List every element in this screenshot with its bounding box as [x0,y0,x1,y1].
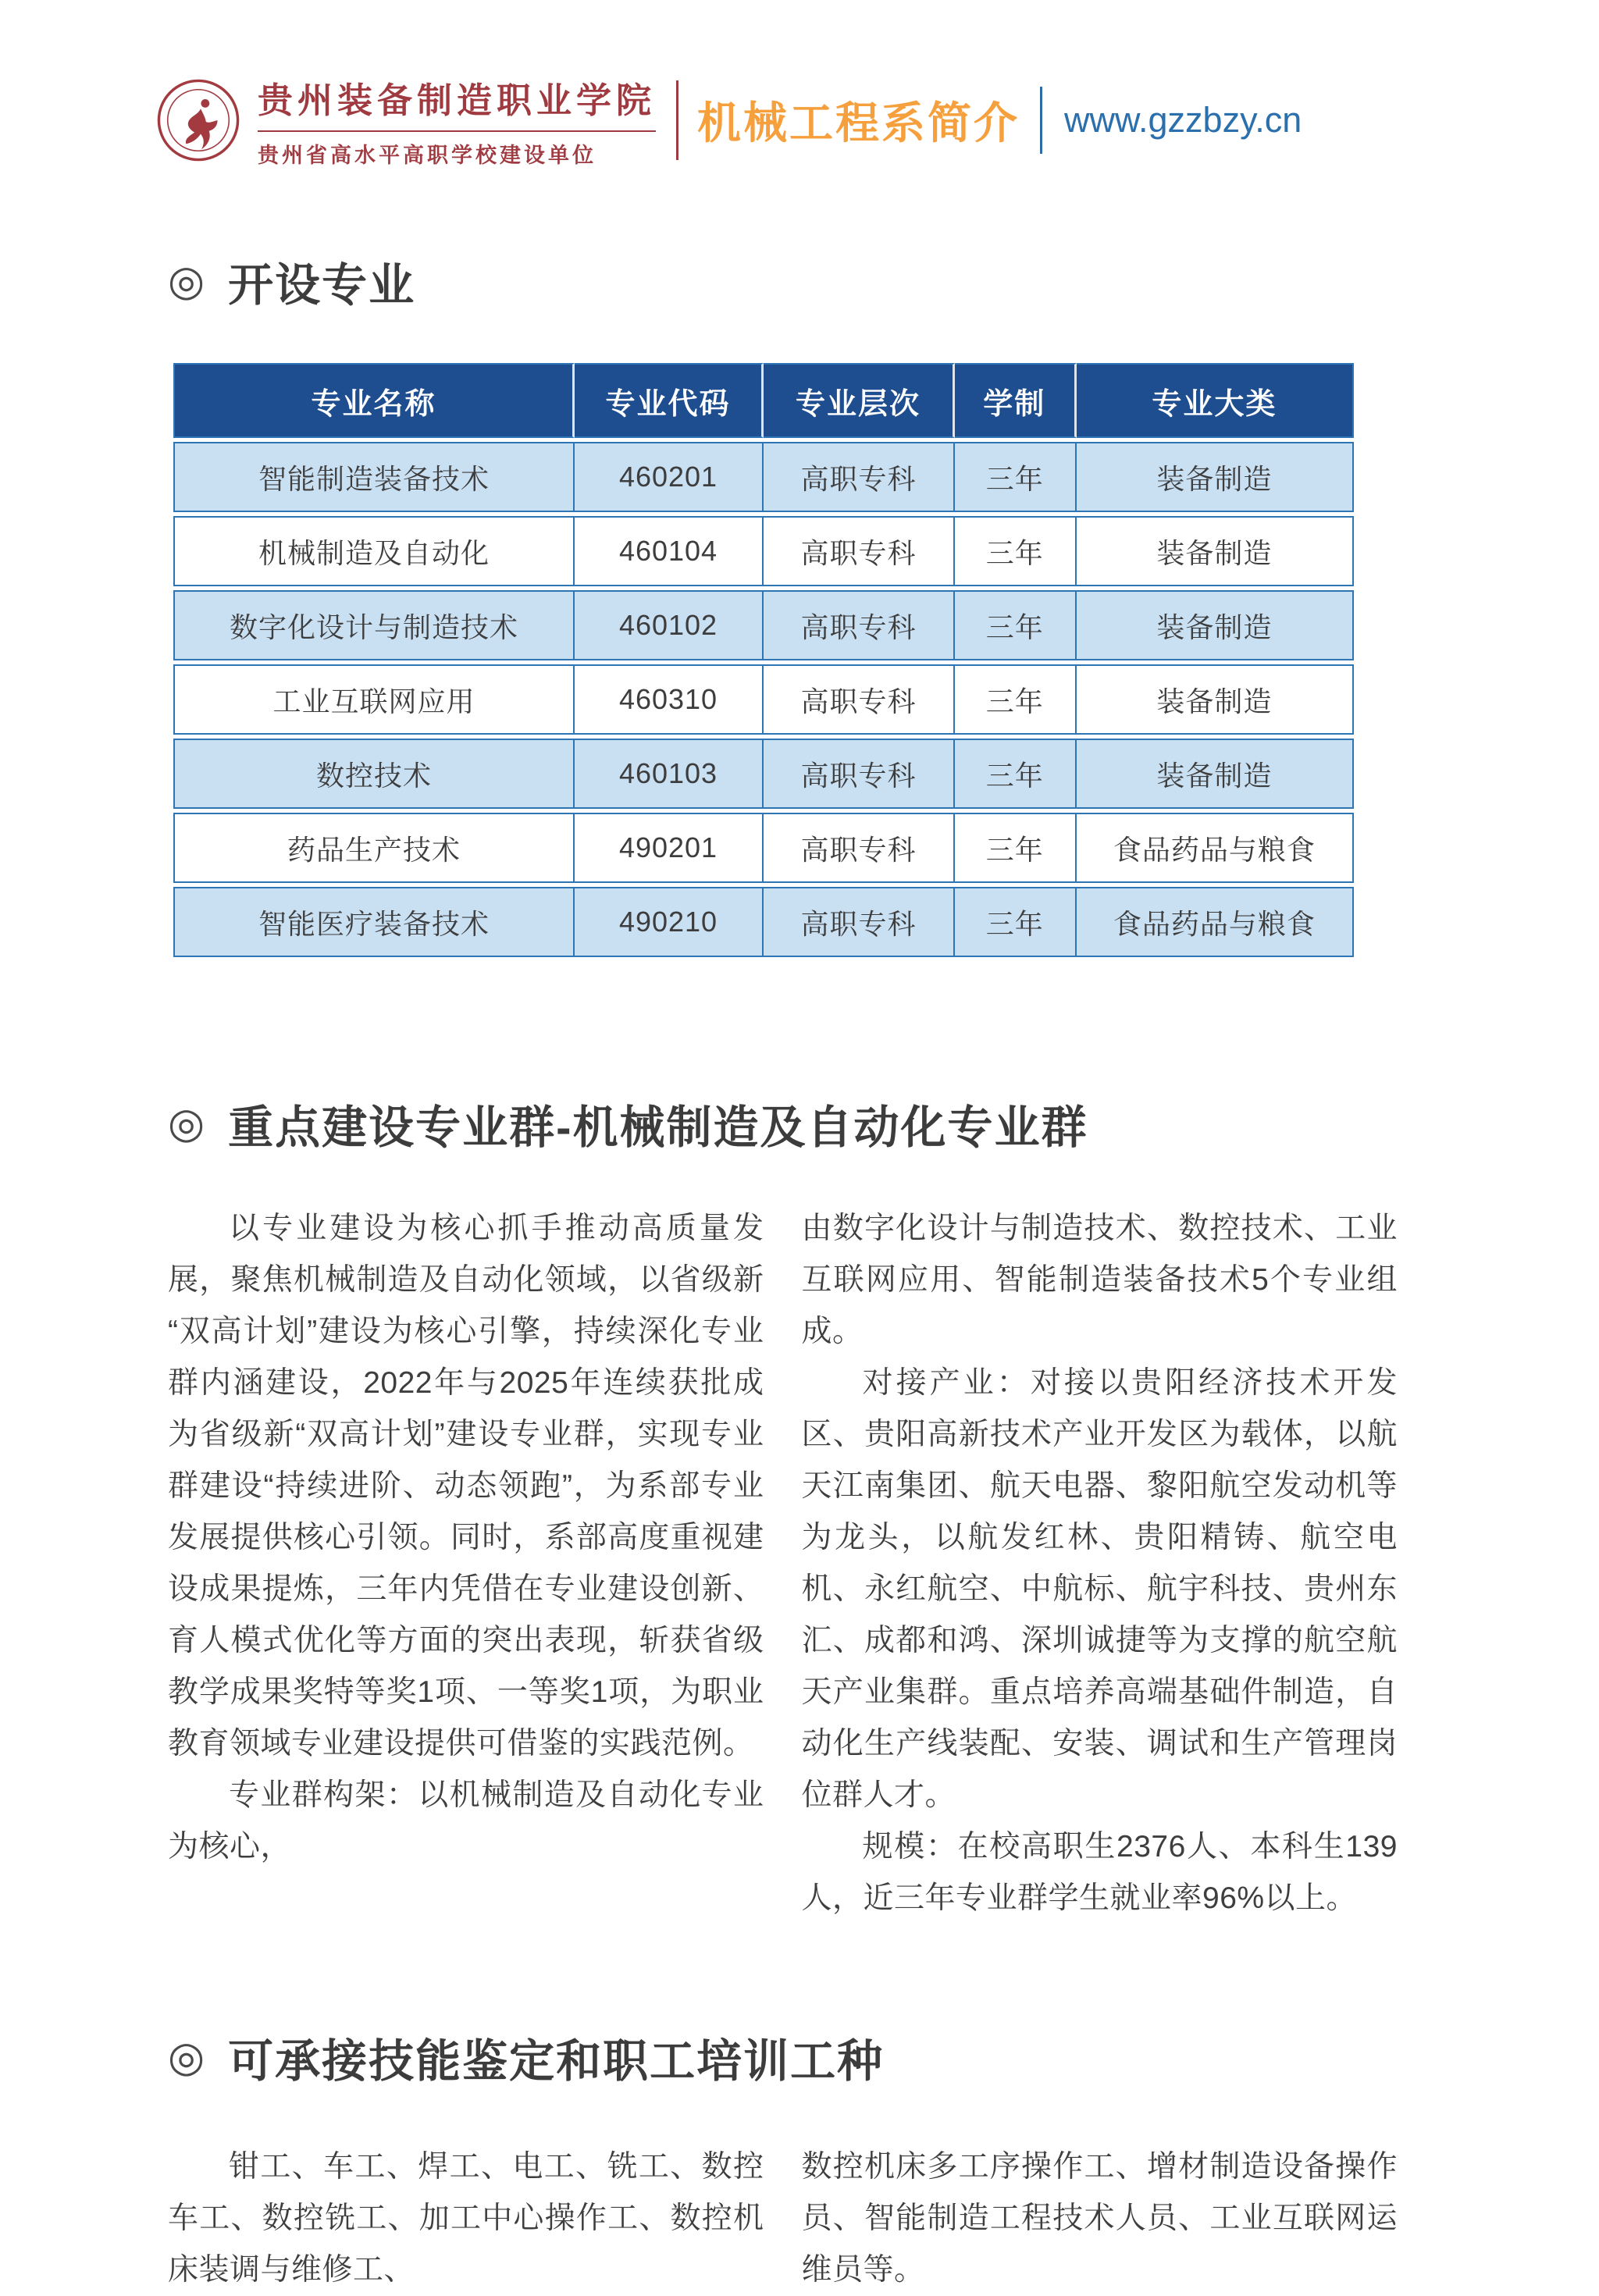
cell-major-level: 高职专科 [764,739,955,809]
cell-category: 装备制造 [1077,516,1354,586]
school-logo-seal-icon [156,78,240,162]
cell-category: 装备制造 [1077,590,1354,660]
col-header-major-level: 专业层次 [764,363,955,438]
paragraph: 由数字化设计与制造技术、数控技术、工业互联网应用、智能制造装备技术5个专业组成。 [801,1212,1398,1348]
cell-major-name: 智能医疗装备技术 [173,887,575,957]
text-column-right [802,1203,1398,1924]
cell-major-code: 460103 [575,739,764,809]
department-title: 机械工程系简介 [697,98,1020,148]
paragraph: 对接产业：对接以贵阳经济技术开发区、贵阳高新技术产业开发区为载体，以航天江南集团、航天电器、黎阳航空发动机等为龙头，以航发红林、贵阳精铸、航空电机、永红航空、中航标、航宇科技、贵州东汇、成都和鸿、深圳诚捷等为支撑的航空航天产业集群。重点培养高端基础件制造，自动化生产线装配、安装、调试和生产管理岗位群人才。 [801,1366,1398,1812]
cell-duration: 三年 [955,442,1077,512]
cell-major-code: 460310 [575,664,764,735]
cell-major-level: 高职专科 [764,813,955,883]
col-header-major-code: 专业代码 [575,363,764,438]
cell-major-code: 460104 [575,516,764,586]
cell-major-name: 药品生产技术 [173,813,575,883]
cell-major-code: 490210 [575,887,764,957]
table-row [173,887,1354,957]
school-subtitle: 贵州省高水平高职学校建设单位 [258,144,597,167]
table-row [173,813,1354,883]
cell-major-level: 高职专科 [764,590,955,660]
key-group-text-columns [168,1203,1398,1924]
paragraph: 数控机床多工序操作工、增材制造设备操作员、智能制造工程技术人员、工业互联网运维员等。 [801,2150,1398,2287]
paragraph: 规模：在校高职生2376人、本科生139人，近三年专业群学生就业率96%以上。 [801,1830,1398,1915]
majors-table [173,359,1354,961]
cell-major-level: 高职专科 [764,516,955,586]
cell-major-name: 工业互联网应用 [173,664,575,735]
col-header-category: 专业大类 [1077,363,1354,438]
table-row [173,664,1354,735]
section-title-majors [168,248,1599,314]
cell-category: 装备制造 [1077,739,1354,809]
paragraph: 钳工、车工、焊工、电工、铣工、数控车工、数控铣工、加工中心操作工、数控机床装调与维修工、 [168,2150,764,2287]
section-title-key-group [168,1091,1599,1156]
cell-category: 装备制造 [1077,442,1354,512]
table-row [173,442,1354,512]
cell-major-code: 460102 [575,590,764,660]
paragraph: 以专业建设为核心抓手推动高质量发展，聚焦机械制造及自动化领域，以省级新“双高计划”建设为核心引擎，持续深化专业群内涵建设，2022年与2025年连续获批成为省级新“双高计划”建设专业群，实现专业群建设“持续进阶、动态领跑”，为系部专业发展提供核心引领。同时，系部高度重视建设成果提炼，三年内凭借在专业建设创新、育人模式优化等方面的突出表现，斩获省级教学成果奖特等奖1项、一等奖1项，为职业教育领域专业建设提供可借鉴的实践范例。 [168,1212,764,1760]
cell-duration: 三年 [955,739,1077,809]
section-title-text: 可承接技能鉴定和职工培训工种 [228,2036,885,2087]
text-column-left [168,1203,764,1924]
red-divider-line [676,80,678,160]
paragraph: 专业群构架：以机械制造及自动化专业为核心， [168,1778,764,1863]
cell-major-level: 高职专科 [764,887,955,957]
cell-category: 食品药品与粮食 [1077,813,1354,883]
cell-major-name: 机械制造及自动化 [173,516,575,586]
majors-table-body [173,442,1354,957]
page-header [156,0,1599,169]
text-column-right [802,2141,1398,2296]
table-header-row [173,363,1354,438]
cell-major-level: 高职专科 [764,664,955,735]
cell-major-name: 智能制造装备技术 [173,442,575,512]
cell-duration: 三年 [955,516,1077,586]
training-text-columns [168,2141,1398,2296]
table-row [173,516,1354,586]
cell-major-name: 数字化设计与制造技术 [173,590,575,660]
text-column-left [168,2141,764,2296]
cell-category: 装备制造 [1077,664,1354,735]
section-title-text: 开设专业 [228,260,416,311]
bullseye-bullet-icon: ◎ [168,258,205,304]
cell-duration: 三年 [955,590,1077,660]
col-header-major-name: 专业名称 [173,363,575,438]
section-title-text: 重点建设专业群-机械制造及自动化专业群 [228,1102,1088,1153]
school-name-block [258,72,656,169]
school-name: 贵州装备制造职业学院 [258,72,656,132]
bullseye-bullet-icon: ◎ [168,1100,205,1147]
cell-major-code: 490201 [575,813,764,883]
majors-table-header [173,363,1354,438]
cell-duration: 三年 [955,813,1077,883]
bullseye-bullet-icon: ◎ [168,2034,205,2081]
website-url-link[interactable]: www.gzzbzy.cn [1064,100,1302,140]
cell-major-code: 460201 [575,442,764,512]
cell-category: 食品药品与粮食 [1077,887,1354,957]
col-header-duration: 学制 [955,363,1077,438]
cell-major-level: 高职专科 [764,442,955,512]
cell-major-name: 数控技术 [173,739,575,809]
section-title-training [168,2024,1599,2090]
blue-divider-line [1040,87,1042,154]
table-row [173,590,1354,660]
cell-duration: 三年 [955,664,1077,735]
cell-duration: 三年 [955,887,1077,957]
table-row [173,739,1354,809]
